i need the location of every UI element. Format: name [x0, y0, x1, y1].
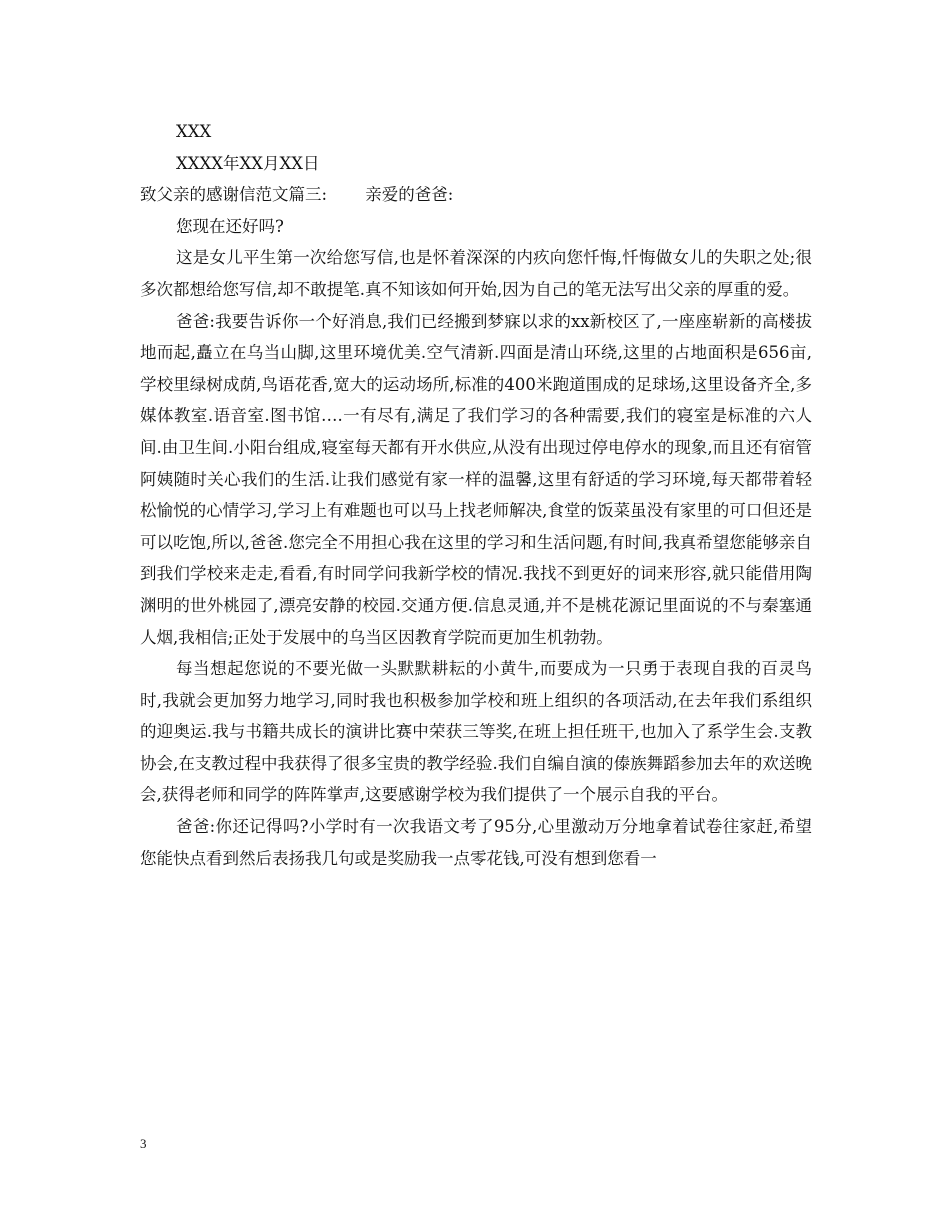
letter-title: 致父亲的感谢信范文篇三: 亲爱的爸爸: — [140, 185, 454, 205]
letter-body — [140, 116, 812, 874]
paragraph: 爸爸:我要告诉你一个好消息,我们已经搬到梦寐以求的xx新校区了,一座座崭新的高楼拔地而起,矗立在乌当山脚,这里环境优美.空气清新.四面是清山环绕,这里的占地面积是656亩,学校里绿树成荫,鸟语花香,宽大的运动场所,标准的400米跑道围成的足球场,这里设备齐全,多媒体教室.语音室.图书馆….一有尽有,满足了我们学习的各种需要,我们的寝室是标准的六人间.由卫生间.小阳台组成,寝室每天都有开水供应,从没有出现过停电停水的现象,而且还有宿管阿姨随时关心我们的生活.让我们感觉有家一样的温馨,这里有舒适的学习环境,每天都带着轻松愉悦的心情学习,学习上有难题也可以马上找老师解决,食堂的饭菜虽没有家里的可口但还是可以吃饱,所以,爸爸.您完全不用担心我在这里的学习和生活问题,有时间,我真希望您能够亲自到我们学校来走走,看看,有时同学问我新学校的情况.我找不到更好的词来形容,就只能借用陶渊明的世外桃园了,漂亮安静的校园.交通方便.信息灵通,并不是桃花源记里面说的不与秦塞通人烟,我相信;正处于发展中的乌当区因教育学院而更加生机勃勃。 — [140, 311, 812, 647]
greeting: 您现在还好吗? — [176, 216, 284, 236]
signature: XXX — [176, 122, 212, 141]
letter-date: XXXX年XX月XX日 — [176, 153, 320, 173]
paragraph: 这是女儿平生第一次给您写信,也是怀着深深的内疚向您忏悔,忏悔做女儿的失职之处;很多次都想给您写信,却不敢提笔.真不知该如何开始,因为自己的笔无法写出父亲的厚重的爱。 — [140, 248, 812, 299]
paragraph: 爸爸:你还记得吗?小学时有一次我语文考了95分,心里激动万分地拿着试卷往家赶,希望您能快点看到然后表扬我几句或是奖励我一点零花钱,可没有想到您看一 — [140, 817, 812, 868]
page-number: 3 — [140, 1136, 147, 1151]
paragraph: 每当想起您说的不要光做一头默默耕耘的小黄牛,而要成为一只勇于表现自我的百灵鸟时,我就会更加努力地学习,同时我也积极参加学校和班上组织的各项活动,在去年我们系组织的迎奥运.我与书籍共成长的演讲比赛中荣获三等奖,在班上担任班干,也加入了系学生会.支教协会,在支教过程中我获得了很多宝贵的教学经验.我们自编自演的傣族舞蹈参加去年的欢送晚会,获得老师和同学的阵阵掌声,这要感谢学校为我们提供了一个展示自我的平台。 — [140, 659, 812, 805]
